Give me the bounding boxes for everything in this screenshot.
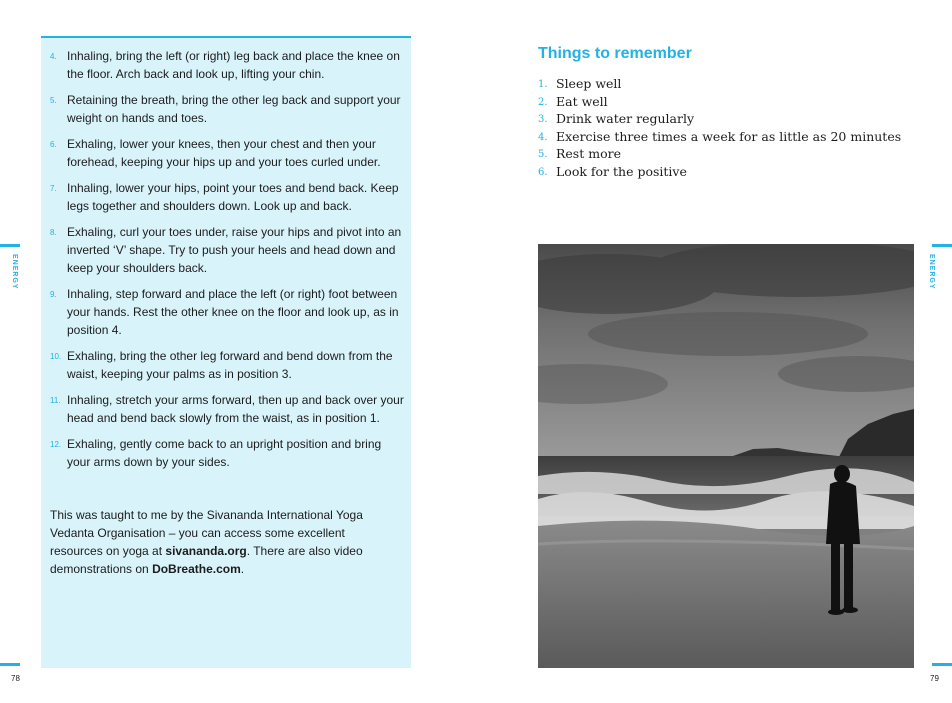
yoga-steps-list: [50, 47, 405, 479]
item-text: Sleep well: [556, 76, 622, 91]
remember-item: [538, 163, 901, 181]
left-page-number-marker: [0, 663, 20, 666]
item-text: Eat well: [556, 93, 608, 109]
item-text: Exercise three times a week for as little as 20 minutes: [556, 128, 902, 144]
step-text: Retaining the breath, bring the other leg back and support your weight on hands and toes.: [67, 93, 401, 125]
step-text: Exhaling, curl your toes under, raise your hips and pivot into an inverted ‘V’ shape. Try to push your heels and head down and keep your shoulders back.: [67, 225, 402, 275]
step-number: 6.: [50, 140, 57, 149]
step-number: 10.: [50, 352, 62, 361]
resource-note: [50, 506, 395, 578]
remember-item: [538, 128, 901, 146]
step-number: 9.: [50, 290, 57, 299]
beach-photo: [538, 244, 914, 668]
beach-photo-illustration: [538, 244, 914, 668]
note-text: .: [240, 562, 245, 576]
item-number: 1.: [538, 79, 548, 90]
remember-item: [538, 110, 901, 128]
step-item: [50, 179, 405, 215]
step-number: 8.: [50, 228, 57, 237]
left-section-label: ENERGY: [11, 254, 18, 290]
step-item: [50, 347, 405, 383]
note-text: This was taught to me by the Sivananda International Yoga Vedanta Organisation – you can access some excellent resources on yoga at: [50, 508, 363, 558]
step-item: [50, 47, 405, 83]
right-page-number: 79: [930, 674, 939, 683]
item-text: Look for the positive: [556, 163, 687, 179]
step-text: Inhaling, step forward and place the left (or right) foot between your hands. Rest the other knee on the floor and look up, as in position 4.: [67, 287, 399, 337]
item-text: Drink water regularly: [556, 111, 695, 127]
item-number: 2.: [538, 96, 548, 108]
right-page-number-marker: [932, 663, 952, 666]
right-section-marker: [932, 244, 952, 247]
item-number: 4.: [538, 131, 548, 143]
left-page-number: 78: [11, 674, 20, 683]
item-number: 5.: [538, 149, 548, 161]
sivananda-link[interactable]: sivananda.org: [165, 544, 247, 558]
remember-item: [538, 75, 901, 93]
step-number: 12.: [50, 440, 62, 449]
item-text: Rest more: [556, 146, 621, 162]
step-text: Exhaling, bring the other leg forward and bend down from the waist, keeping your palms as in position 3.: [67, 349, 393, 381]
step-number: 5.: [50, 96, 57, 105]
item-number: 6.: [538, 166, 548, 178]
step-item: [50, 391, 405, 427]
step-item: [50, 135, 405, 171]
step-number: 11.: [50, 396, 61, 405]
step-number: 4.: [50, 52, 57, 61]
item-number: 3.: [538, 114, 548, 126]
step-item: [50, 435, 405, 471]
step-item: [50, 91, 405, 127]
remember-item: [538, 93, 901, 111]
left-section-marker: [0, 244, 20, 247]
step-number: 7.: [50, 184, 57, 193]
note-text: . There are also video demonstrations on: [50, 544, 363, 576]
dobreathe-link[interactable]: DoBreathe.com: [152, 562, 241, 576]
remember-item: [538, 145, 901, 163]
things-to-remember-list: [538, 75, 901, 181]
step-text: Inhaling, lower your hips, point your toes and bend back. Keep legs together and shoulders down. Look up and back.: [67, 181, 399, 213]
step-text: Exhaling, lower your knees, then your chest and then your forehead, keeping your hips up and your toes curled under.: [67, 137, 381, 169]
things-to-remember-title: Things to remember: [538, 45, 692, 62]
step-text: Inhaling, stretch your arms forward, then up and back over your head and bend back slowly from the waist, as in position 1.: [67, 393, 404, 425]
yoga-steps-panel: [41, 36, 411, 668]
step-item: [50, 223, 405, 277]
step-item: [50, 285, 405, 339]
step-text: Exhaling, gently come back to an upright position and bring your arms down by your sides.: [67, 437, 382, 469]
step-text: Inhaling, bring the left (or right) leg back and place the knee on the floor. Arch back and look up, lifting your chin.: [67, 49, 400, 81]
right-section-label: ENERGY: [928, 254, 935, 290]
